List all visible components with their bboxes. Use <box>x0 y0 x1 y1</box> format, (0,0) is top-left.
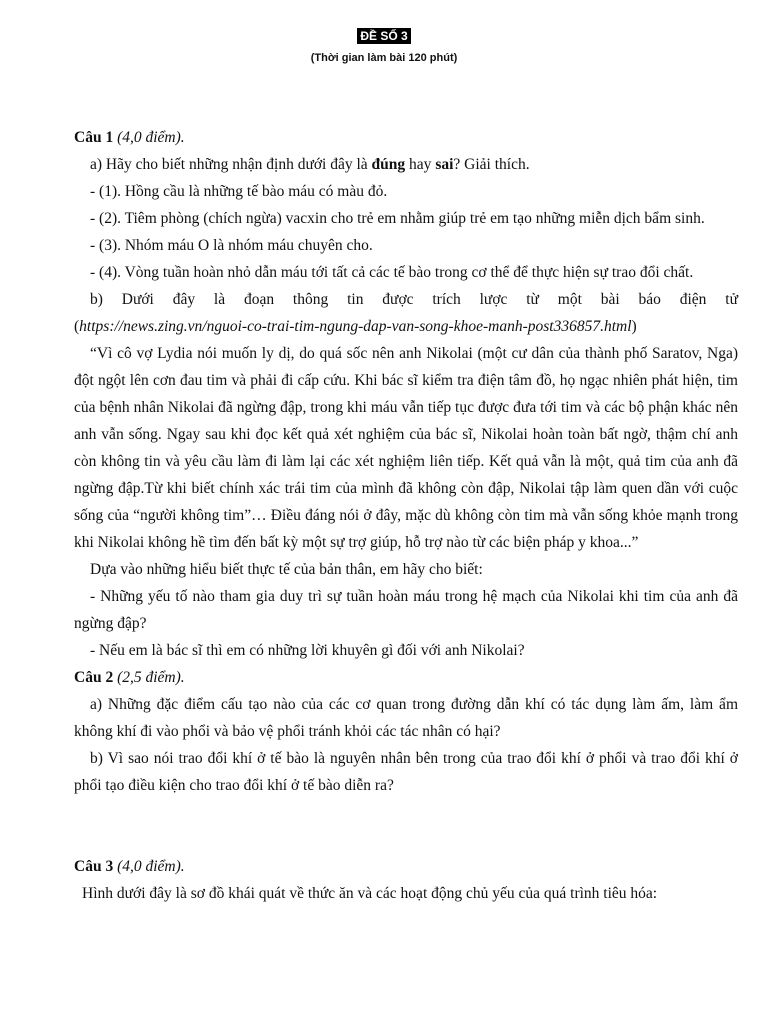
q2-part-a: a) Những đặc điểm cấu tạo nào của các cơ quan trong đường dẫn khí có tác dụng làm ấm, làm ẩm không khí đi vào phổi và bảo vệ phổi tránh khỏi các tác nhân có hại? <box>74 696 738 740</box>
q1-source-close: ) <box>631 318 637 335</box>
q1-article-quote: “Vì cô vợ Lydia nói muốn ly dị, do quá sốc nên anh Nikolai (một cư dân của thành phố Saratov, Nga) đột ngột lên cơn đau tim và phải đi cấp cứu. Khi bác sĩ kiểm tra điện tâm đồ, họ ngạc nhiên phát hiện, tim của bệnh nhân Nikolai đã ngừng đập, trong khi máu vẫn tiếp tục được đưa tới tim và các bộ phận khác nên anh vẫn sống. Ngay sau khi đọc kết quả xét nghiệm của bác sĩ, Nikolai hoàn toàn bất ngờ, thậm chí anh còn không tin và yêu cầu làm đi làm lại các xét nghiệm liên tiếp. Kết quả vẫn là một, quả tim của anh đã ngừng đập.Từ khi biết chính xác trái tim của mình đã không còn đập, Nikolai tập làm quen dần với cuộc sống của “người không tim”… Điều đáng nói ở đây, mặc dù không còn tim mà vẫn sống khỏe mạnh trong khi Nikolai không hề tìm đến bất kỳ một sự trợ giúp, hỗ trợ nào từ các biện pháp y khoa...” <box>74 345 738 551</box>
q1-label: Câu 1 <box>74 129 114 146</box>
exam-body <box>74 124 738 907</box>
q1-subquestion-2: - Nếu em là bác sĩ thì em có những lời khuyên gì đối với anh Nikolai? <box>90 642 525 659</box>
q1-a-text-2: hay <box>405 156 436 173</box>
exam-title <box>0 27 768 45</box>
q3-heading <box>74 853 738 880</box>
q1-a-false: sai <box>435 156 454 173</box>
q3-points: (4,0 điểm). <box>117 858 185 875</box>
q3-intro: Hình dưới đây là sơ đồ khái quát về thức ăn và các hoạt động chủ yếu của quá trình tiêu hóa: <box>82 885 658 902</box>
q1-subquestion-1: - Những yếu tố nào tham gia duy trì sự tuần hoàn máu trong hệ mạch của Nikolai khi tim của anh đã ngừng đập? <box>74 588 738 632</box>
q1-a-true: đúng <box>371 156 406 173</box>
q1-heading <box>74 124 738 151</box>
q1-a-text-3: ? Giải thích. <box>453 156 530 173</box>
q1-part-a <box>74 151 738 178</box>
q1-statement-2: - (2). Tiêm phòng (chích ngừa) vacxin cho trẻ em nhằm giúp trẻ em tạo những miễn dịch bẩm sinh. <box>90 210 705 227</box>
spacer <box>74 799 738 853</box>
q2-heading <box>74 664 738 691</box>
q1-statement-3: - (3). Nhóm máu O là nhóm máu chuyên cho. <box>90 237 373 254</box>
exam-title-text: ĐỀ SỐ 3 <box>357 28 410 44</box>
q1-source <box>74 313 738 340</box>
q1-points: (4,0 điểm). <box>117 129 185 146</box>
q2-part-b: b) Vì sao nói trao đổi khí ở tế bào là nguyên nhân bên trong của trao đổi khí ở phổi và trao đổi khí ở phổi tạo điều kiện cho trao đổi khí ở tế bào diễn ra? <box>74 750 738 794</box>
q1-source-open: ( <box>74 318 80 335</box>
q1-statement-4: - (4). Vòng tuần hoàn nhỏ dẫn máu tới tất cả các tế bào trong cơ thể để thực hiện sự trao đổi chất. <box>90 264 694 281</box>
q2-label: Câu 2 <box>74 669 114 686</box>
q1-part-b-intro: b) Dưới đây là đoạn thông tin được trích lược từ một bài báo điện tử <box>90 291 738 308</box>
q1-a-text-1: a) Hãy cho biết những nhận định dưới đây là <box>90 156 372 173</box>
exam-time-limit: (Thời gian làm bài 120 phút) <box>310 52 458 64</box>
q1-prompt: Dựa vào những hiểu biết thực tế của bản thân, em hãy cho biết: <box>90 561 483 578</box>
q3-label: Câu 3 <box>74 858 114 875</box>
q1-statement-1: - (1). Hồng cầu là những tế bào máu có màu đỏ. <box>90 183 388 200</box>
q1-source-url: https://news.zing.vn/nguoi-co-trai-tim-ngung-dap-van-song-khoe-manh-post336857.html <box>79 318 632 335</box>
q2-points: (2,5 điểm). <box>117 669 185 686</box>
